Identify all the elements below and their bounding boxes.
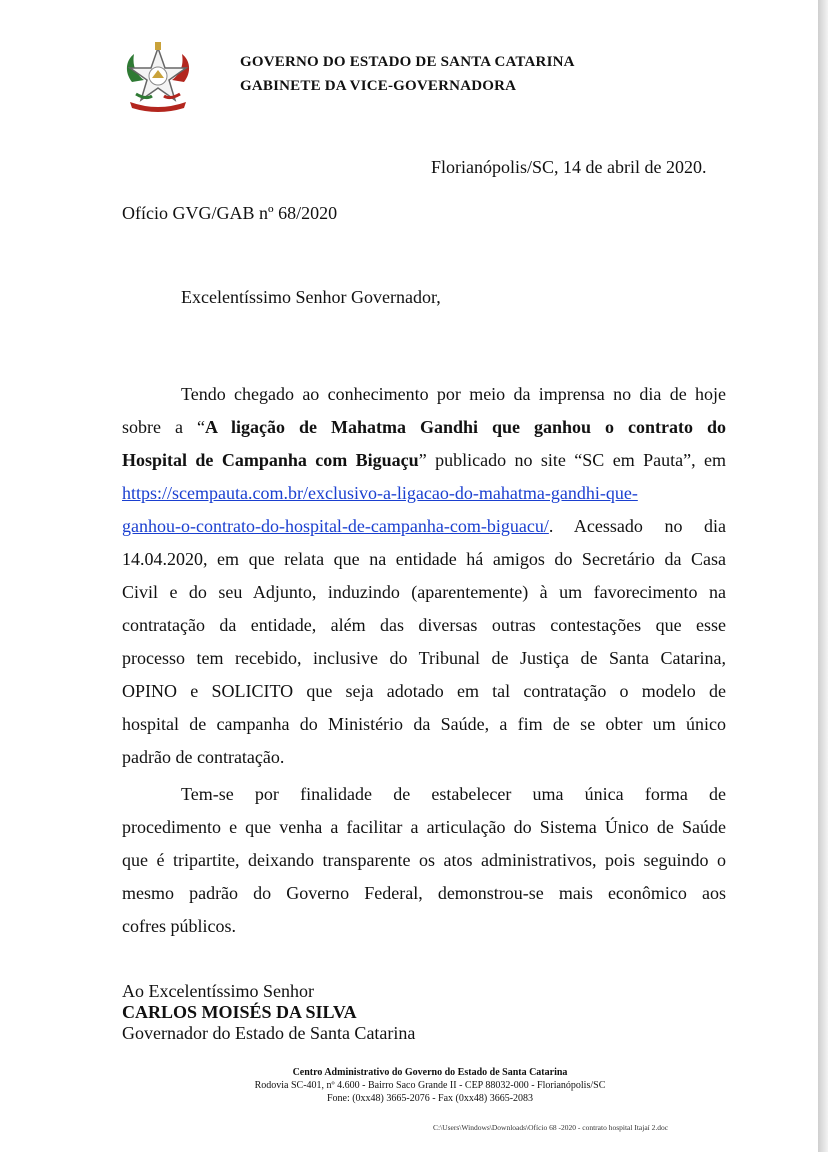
- letterhead-cabinet: GABINETE DA VICE-GOVERNADORA: [240, 78, 517, 94]
- paragraph-line: hospital de campanha do Ministério da Saúde, a fim de se obter um único: [122, 714, 726, 734]
- article-link[interactable]: ganhou-o-contrato-do-hospital-de-campanha-com-biguacu/: [122, 516, 549, 536]
- article-title-bold: A ligação de Mahatma Gandhi que ganhou o contrato do: [204, 417, 726, 437]
- file-path: C:\Users\Windows\Downloads\Ofício 68 -2020 - contrato hospital Itajaí 2.doc: [433, 1123, 669, 1132]
- paragraph-1: [122, 379, 726, 775]
- addressee-title: Governador do Estado de Santa Catarina: [122, 1023, 416, 1043]
- paragraph-line: OPINO e SOLICITO que seja adotado em tal contratação o modelo de: [122, 681, 726, 701]
- article-link[interactable]: https://scempauta.com.br/exclusivo-a-ligacao-do-mahatma-gandhi-que-: [122, 483, 638, 503]
- paragraph-line: contratação da entidade, além das diversas outras contestações que esse: [122, 615, 726, 635]
- paragraph-line: [122, 511, 726, 544]
- text-run: sobre a “: [122, 417, 205, 437]
- paragraph-2: [122, 779, 726, 944]
- letterhead-government: GOVERNO DO ESTADO DE SANTA CATARINA: [240, 54, 575, 70]
- letter-reference: Ofício GVG/GAB nº 68/2020: [122, 203, 338, 223]
- paragraph-line: [122, 478, 726, 511]
- paragraph-line: procedimento e que venha a facilitar a articulação do Sistema Único de Saúde: [122, 817, 726, 837]
- paragraph-line: Civil e do seu Adjunto, induzindo (aparentemente) à um favorecimento na: [122, 582, 726, 602]
- addressee-greeting: Ao Excelentíssimo Senhor: [122, 981, 314, 1001]
- letterhead: [240, 50, 575, 98]
- paragraph-line: 14.04.2020, em que relata que na entidade há amigos do Secretário da Casa: [122, 549, 726, 569]
- paragraph-line: processo tem recebido, inclusive do Tribunal de Justiça de Santa Catarina,: [122, 648, 726, 668]
- article-title-bold: Hospital de Campanha com Biguaçu: [122, 450, 419, 470]
- footer-address: Rodovia SC-401, nº 4.600 - Bairro Saco Grande II - CEP 88032-000 - Florianópolis/SC: [254, 1080, 606, 1091]
- paragraph-line: que é tripartite, deixando transparente os atos administrativos, pois seguindo o: [122, 850, 726, 870]
- state-coat-of-arms-icon: [122, 42, 194, 114]
- salutation: Excelentíssimo Senhor Governador,: [181, 287, 441, 307]
- addressee-name: CARLOS MOISÉS DA SILVA: [122, 1002, 357, 1022]
- letter-footer: [150, 1066, 710, 1105]
- paragraph-line: [122, 412, 726, 445]
- paragraph-line: mesmo padrão do Governo Federal, demonstrou-se mais econômico aos: [122, 883, 726, 903]
- addressee-block: [122, 981, 415, 1044]
- paragraph-line: Tem-se por finalidade de estabelecer uma única forma de: [181, 784, 726, 804]
- page-edge-shadow: [818, 0, 828, 1152]
- paragraph-line: padrão de contratação.: [122, 747, 285, 767]
- paragraph-line: [122, 445, 726, 478]
- footer-institution: Centro Administrativo do Governo do Estado de Santa Catarina: [292, 1067, 568, 1078]
- paragraph-line: Tendo chegado ao conhecimento por meio da imprensa no dia de hoje: [181, 384, 726, 404]
- text-run: ” publicado no site “SC em Pauta”, em: [418, 450, 726, 470]
- text-run: . Acessado no dia: [548, 516, 726, 536]
- letter-date: Florianópolis/SC, 14 de abril de 2020.: [431, 157, 707, 177]
- paragraph-line: cofres públicos.: [122, 916, 236, 936]
- footer-phone: Fone: (0xx48) 3665-2076 - Fax (0xx48) 3665-2083: [326, 1093, 534, 1104]
